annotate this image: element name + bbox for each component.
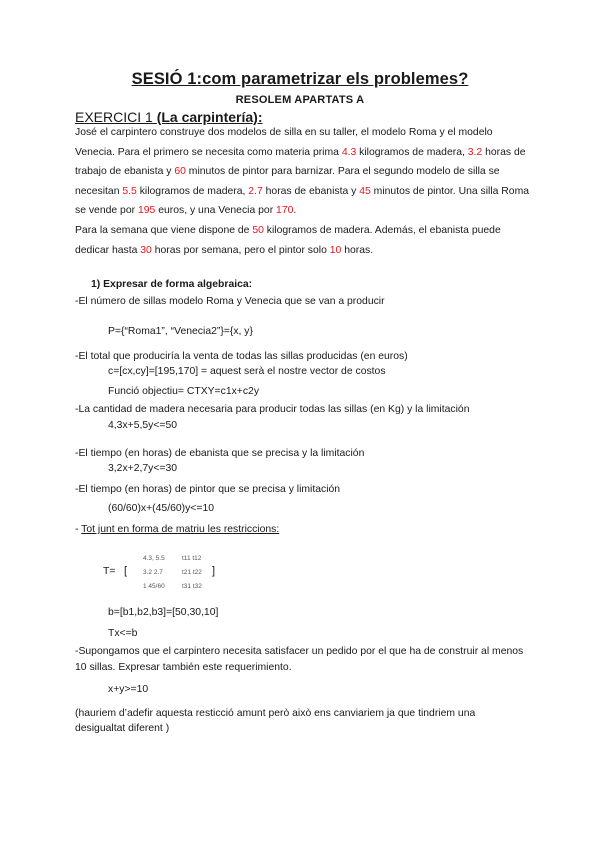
question-min-chairs: -Supongamos que el carpintero necesita satisfacer un pedido por el que ha de construir al menos 10 sillas. Expresar también este requerimiento. (75, 646, 524, 673)
highlighted-value: 10 (329, 244, 342, 256)
paragraph-text: kilogramos de madera. Además, el ebanista puede dedicar hasta (75, 225, 501, 256)
paragraph-text: horas de ebanista y (262, 185, 360, 197)
matrix-cell: 3.2 2.7 (143, 569, 163, 576)
question-cabinetmaker: -El tiempo (en horas) de ebanista que se precisa y la limitación (75, 448, 365, 459)
highlighted-value: 4.3 (341, 146, 357, 158)
paragraph-text: horas por semana, pero el pintor solo (151, 244, 330, 256)
matrix-bracket-open: [ (124, 565, 128, 577)
paragraph-text: kilogramos de madera, (356, 146, 468, 158)
question-chairs: -El número de sillas modelo Roma y Venecia que se van a producir (75, 296, 385, 307)
section-heading: 1) Expresar de forma algebraica: (91, 279, 253, 290)
cabinetmaker-constraint: 3,2x+2,7y<=30 (108, 463, 178, 474)
matrix-intro: - Tot junt en forma de matriu les restriccions: (75, 524, 280, 535)
objective-function: Funció objectiu= CTXY=c1x+c2y (108, 386, 260, 397)
intro-paragraph-2 (75, 221, 535, 260)
paragraph-text: euros, y una Venecia por (155, 205, 277, 216)
question-wood: -La cantidad de madera necesaria para producir todas las sillas (en Kg) y la limitación (75, 404, 470, 415)
matrix-cell: t31 t32 (182, 583, 202, 590)
highlighted-value: 170 (276, 205, 294, 216)
painter-constraint: (60/60)x+(45/60)y<=10 (108, 503, 214, 514)
min-chairs-constraint: x+y>=10 (108, 684, 149, 695)
intro-paragraph-1 (75, 123, 535, 221)
paragraph-text: minutos de pintor. Una silla Roma se vende por (75, 185, 530, 216)
wood-constraint: 4,3x+5,5y<=50 (108, 420, 178, 431)
paragraph-text: . (293, 205, 297, 216)
paragraph-text: horas de trabajo de ebanista y (75, 146, 526, 177)
b-vector: b=[b1,b2,b3]=[50,30,10] (108, 607, 219, 618)
page-subtitle: RESOLEM APARTATS A (235, 94, 365, 106)
highlighted-value: 5.5 (122, 185, 137, 197)
matrix-cell: 4.3, 5.5 (143, 555, 165, 562)
matrix-bracket-close: ] (212, 565, 216, 577)
highlighted-value: 195 (137, 205, 156, 216)
highlighted-value: 50 (252, 225, 264, 236)
highlighted-value: 3.2 (467, 146, 483, 158)
matrix-cell: 1 45/60 (143, 583, 165, 590)
paragraph-text: Para la semana que viene dispone de (75, 225, 253, 236)
set-definition: P={“Roma1”, “Venecia2”}={x, y} (108, 326, 253, 337)
paragraph-text: minutos de pintor para barnizar. Para el segundo modelo de silla se necesitan (75, 166, 500, 197)
matrix-cell: t21 t22 (182, 569, 202, 576)
highlighted-value: 45 (359, 185, 371, 197)
highlighted-value: 30 (140, 244, 152, 256)
exercise-label: EXERCICI 1 (75, 109, 157, 125)
paragraph-text: kilogramos de madera, (136, 185, 249, 197)
matrix-label: T= (103, 566, 116, 577)
page-title: SESIÓ 1:com parametrizar els problemes? (131, 70, 469, 88)
exercise-name: (La carpintería): (156, 109, 263, 125)
question-total-sales: -El total que produciría la venta de todas las sillas producidas (en euros) (75, 351, 408, 362)
matrix-intro-text: Tot junt en forma de matriu les restriccions: (81, 524, 280, 535)
highlighted-value: 2.7 (248, 185, 263, 197)
note: (hauriem d’adefir aquesta resticció amunt però això ens canviariem ja que tindriem una desigualtat diferent ) (75, 708, 476, 734)
question-painter: -El tiempo (en horas) de pintor que se precisa y limitación (75, 484, 341, 495)
paragraph-text: horas. (341, 244, 374, 256)
matrix-cell: t11 t12 (182, 555, 202, 562)
paragraph-text: José el carpintero construye dos modelos de silla en su taller, el modelo Roma y el modelo Venecia. Para el primero se necesita como materia prima (75, 127, 493, 158)
highlighted-value: 60 (174, 166, 186, 177)
matrix-inequality: Tx<=b (108, 628, 138, 639)
cost-vector: c=[cx,cy]=[195,170] = aquest serà el nostre vector de costos (108, 366, 386, 377)
